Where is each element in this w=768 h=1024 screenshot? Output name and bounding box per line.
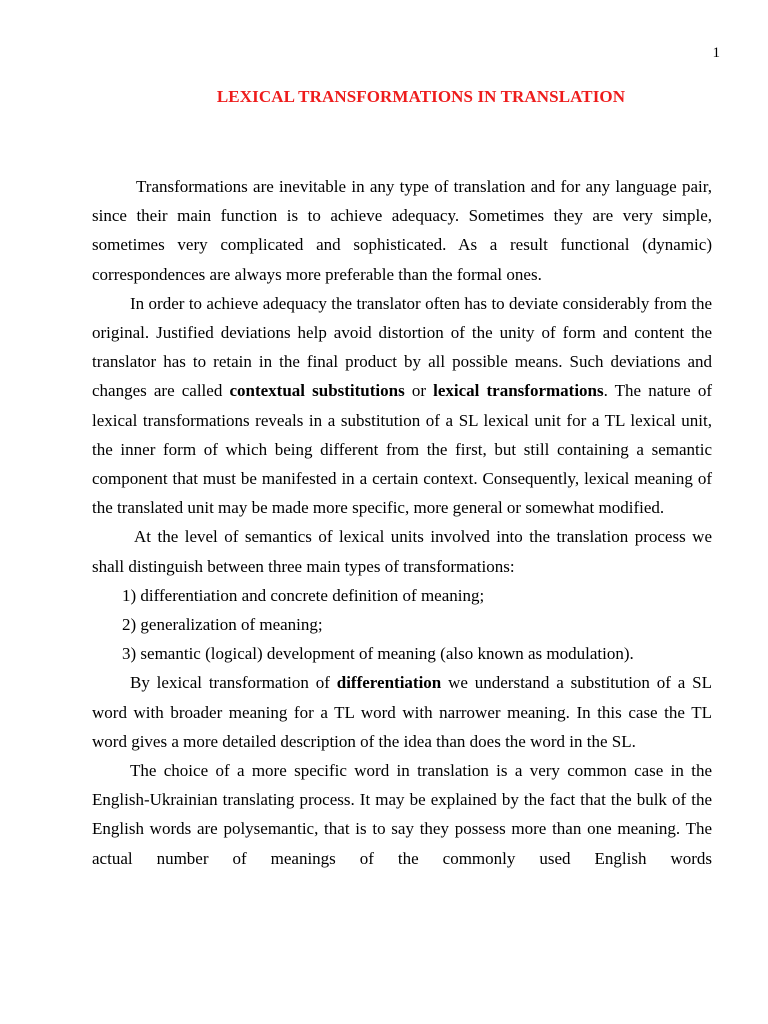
paragraph-2-text-a: In order to achieve adequacy the translator often has to deviate considerably from the original. Justified deviations help avoid distortion of the unity of form and content the translator has to retain in the final product by all possible means. Such deviations and changes are called: [92, 293, 712, 401]
term-differentiation: differentiation: [336, 673, 442, 693]
document-title: LEXICAL TRANSFORMATIONS IN TRANSLATION: [216, 87, 626, 106]
paragraph-4: [92, 668, 712, 756]
page-number: 1: [712, 45, 720, 61]
paragraph-2: [92, 289, 712, 523]
document-body: [92, 172, 712, 873]
paragraph-2-text-d: . The nature of lexical transformations reveals in a substitution of a SL lexical unit for a TL lexical unit, the inner form of which being different from the first, but still containing a semantic component that must be manifested in a certain context. Consequently, lexical meaning of the translated unit may be made more specific, more general or somewhat modified.: [92, 381, 712, 518]
list-item: 3) semantic (logical) development of meaning (also known as modulation).: [122, 644, 634, 664]
paragraph-2-text-c: or: [404, 381, 434, 401]
paragraph-1: Transformations are inevitable in any type of translation and for any language pair, since their main function is to achieve adequacy. Sometimes they are very simple, sometimes very complicated and sophisticated. As a result functional (dynamic) correspondences are always more preferable than the formal ones.: [92, 177, 712, 284]
term-contextual-substitutions: contextual substitutions: [229, 381, 405, 401]
paragraph-5: The choice of a more specific word in translation is a very common case in the English-Ukrainian translating process. It may be explained by the fact that the bulk of the English words are polysemantic, that is to say they possess more than one meaning. The actual number of meanings of the commonly used English words: [92, 761, 712, 868]
paragraph-4-text-c: we understand a substitution of a SL word with broader meaning for a TL word with narrower meaning. In this case the TL word gives a more detailed description of the idea than does the word in the SL.: [92, 673, 712, 751]
paragraph-3: At the level of semantics of lexical units involved into the translation process we shall distinguish between three main types of transformations:: [92, 527, 712, 576]
paragraph-4-text-a: By lexical transformation of: [130, 673, 337, 693]
list-item: 1) differentiation and concrete definition of meaning;: [122, 585, 485, 605]
term-lexical-transformations: lexical transformations: [433, 381, 604, 401]
list-item: 2) generalization of meaning;: [122, 615, 323, 635]
